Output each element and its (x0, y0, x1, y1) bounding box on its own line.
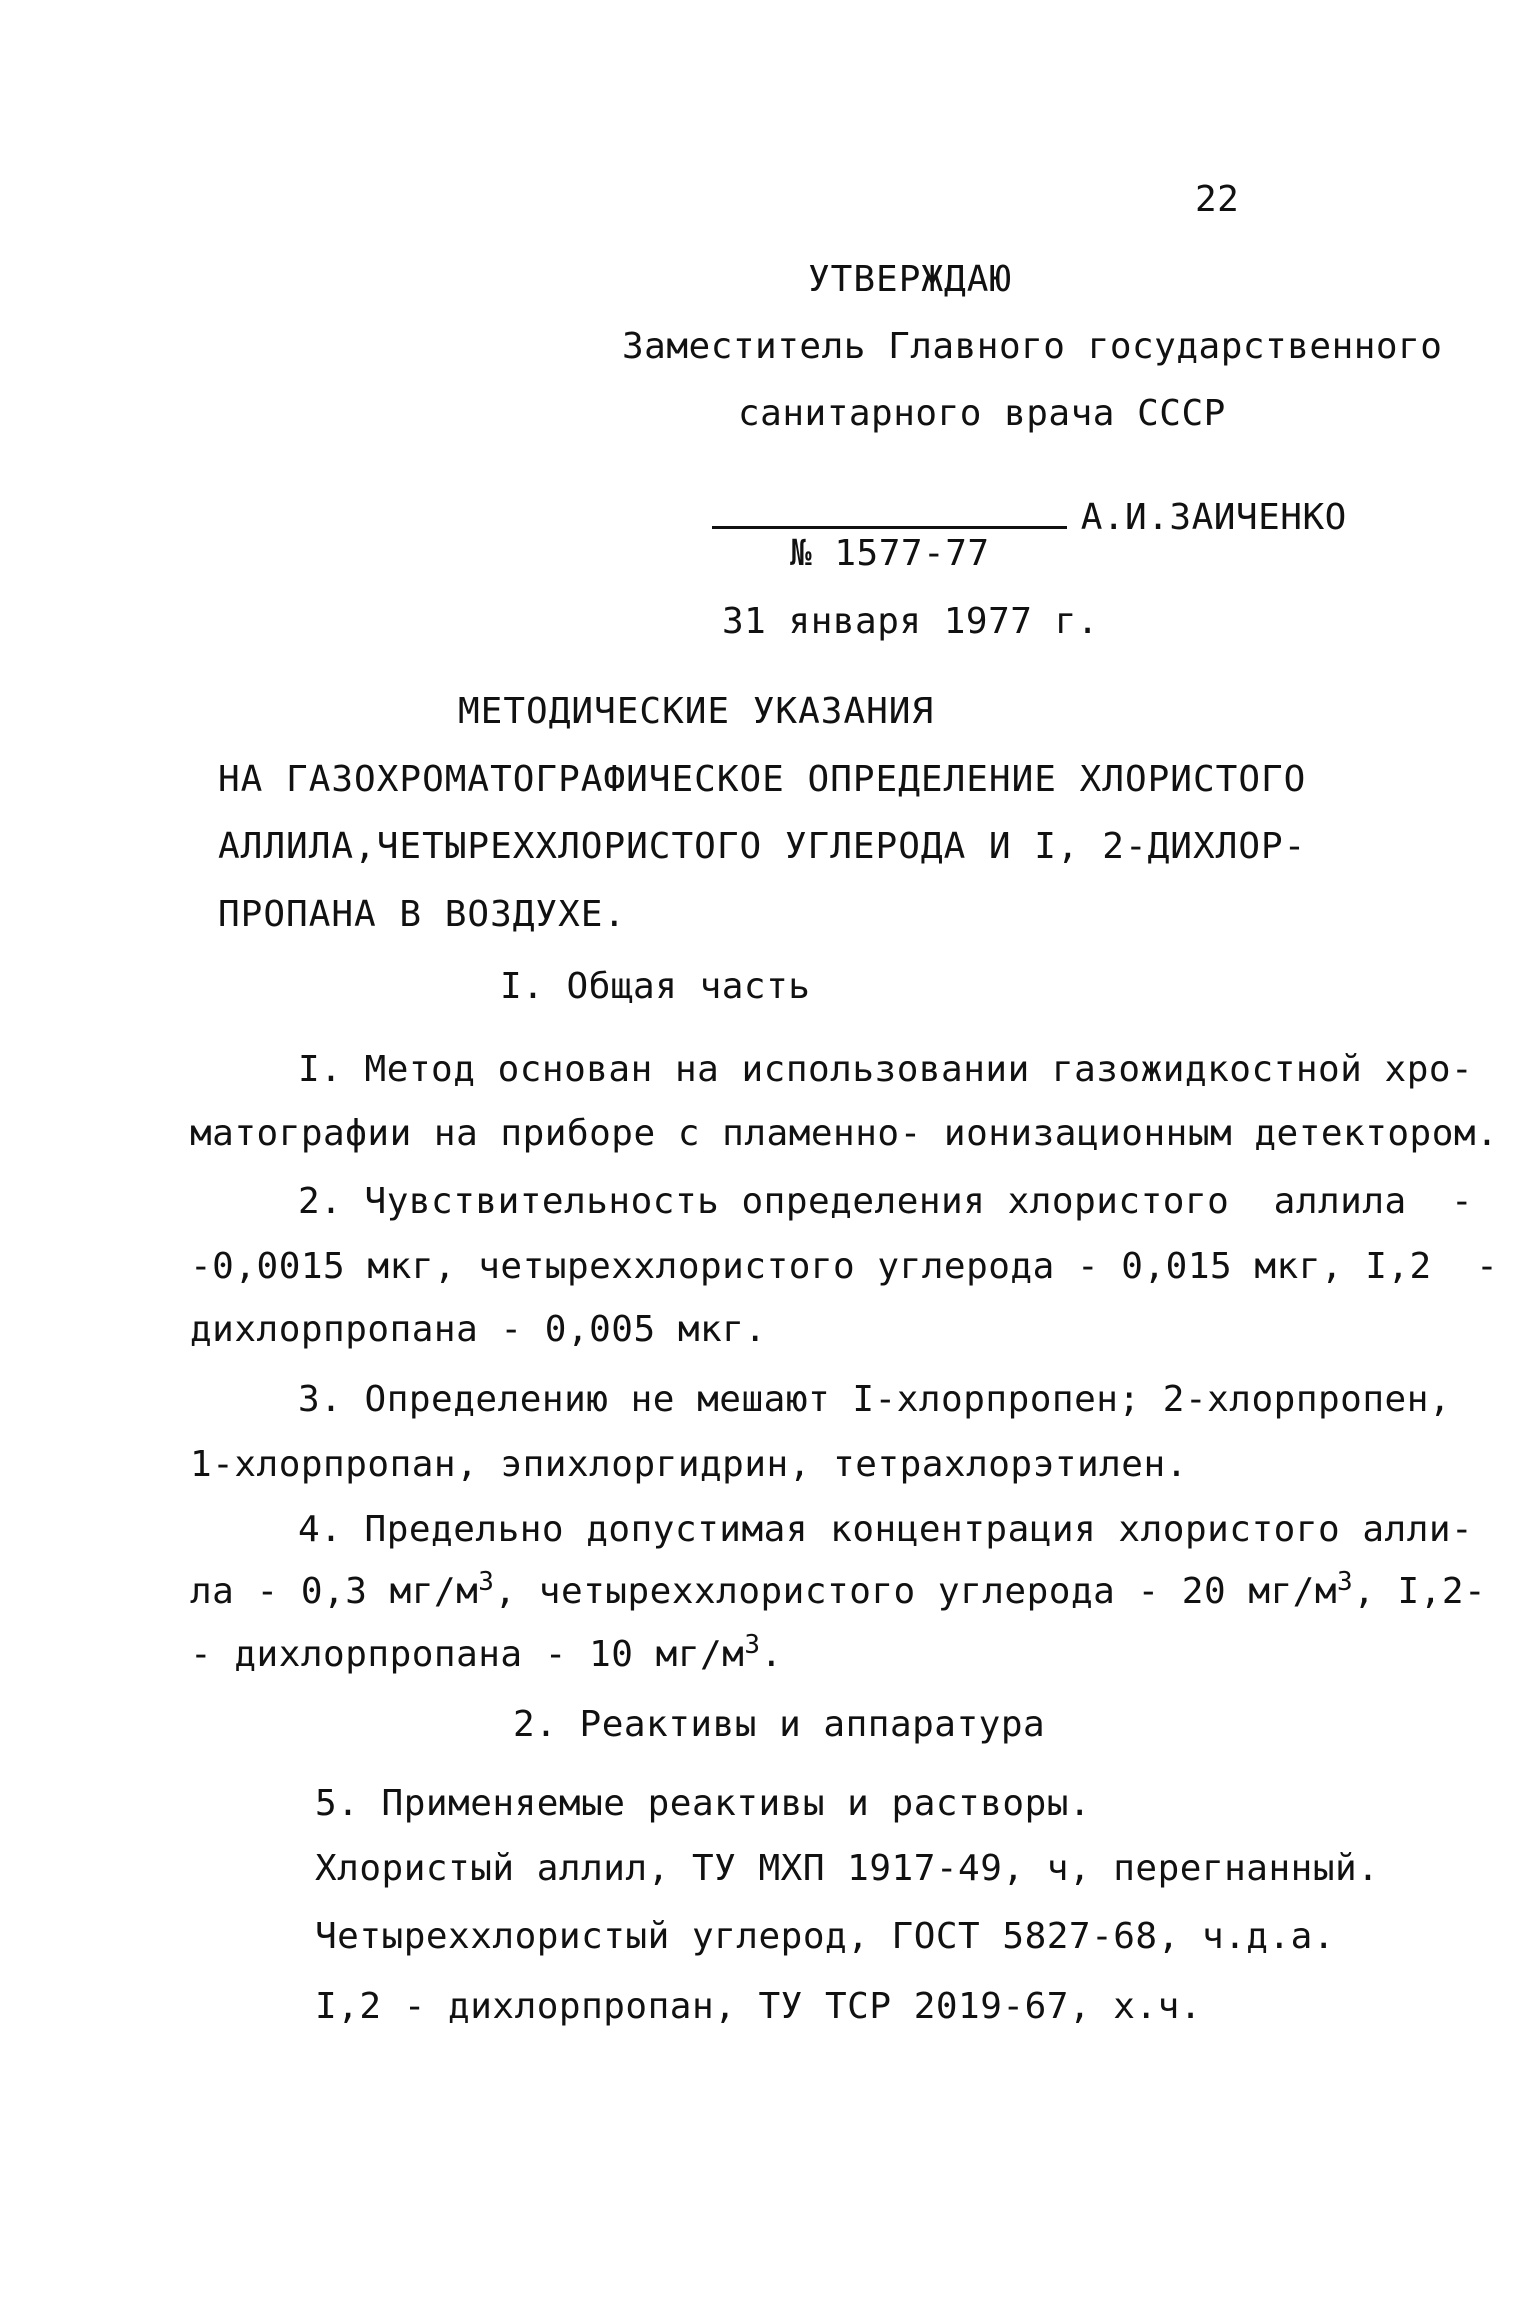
approval-signatory: А.И.ЗАИЧЕНКО (1080, 497, 1347, 538)
paragraph-5-line1: 5. Применяемые реактивы и растворы. (315, 1783, 1092, 1824)
section1-title: I. Общая часть (500, 966, 811, 1007)
superscript: 3 (1337, 1567, 1354, 1597)
text-fragment: ла - 0,3 мг/м (190, 1571, 479, 1612)
heading-line2: НА ГАЗОХРОМАТОГРАФИЧЕСКОЕ ОПРЕДЕЛЕНИЕ ХЛОРИСТОГО (218, 759, 1307, 800)
paragraph-3-line1: 3. Определению не мешают I-хлорпропен; 2-хлорпропен, (298, 1379, 1452, 1420)
text-fragment: - дихлорпропана - 10 мг/м (190, 1634, 745, 1675)
paragraph-5-line2: Хлористый аллил, ТУ МХП 1917-49, ч, перегнанный. (315, 1848, 1380, 1889)
paragraph-2-line1: 2. Чувствительность определения хлористого аллила - (298, 1181, 1474, 1222)
superscript: 3 (478, 1567, 495, 1597)
paragraph-1-line1: I. Метод основан на использовании газожидкостной хро- (298, 1049, 1474, 1090)
text-fragment: , четыреххлористого углерода - 20 мг/м (494, 1571, 1338, 1612)
signature-line (712, 496, 1067, 529)
section2-title: 2. Реактивы и аппаратура (513, 1704, 1046, 1745)
heading-line1: МЕТОДИЧЕСКИЕ УКАЗАНИЯ (458, 691, 935, 732)
paragraph-2-line2: -0,0015 мкг, четыреххлористого углерода - 0,015 мкг, I,2 - (190, 1246, 1499, 1287)
approval-position-line2: санитарного врача СССР (738, 393, 1226, 434)
approval-date: 31 января 1977 г. (722, 601, 1099, 642)
page-number: 22 (1195, 179, 1240, 220)
paragraph-3-line2: 1-хлорпропан, эпихлоргидрин, тетрахлорэтилен. (190, 1444, 1188, 1485)
superscript: 3 (744, 1630, 761, 1660)
paragraph-1-line2: матографии на приборе с пламенно- ионизационным детектором. (190, 1113, 1499, 1154)
approval-title: УТВЕРЖДАЮ (808, 259, 1013, 300)
paragraph-4-line2 (190, 1567, 1487, 1614)
paragraph-5-line3: Четыреххлористый углерод, ГОСТ 5827-68, ч.д.а. (315, 1916, 1335, 1957)
paragraph-2-line3: дихлорпропана - 0,005 мкг. (190, 1309, 767, 1350)
paragraph-4-line3 (190, 1630, 783, 1677)
heading-line4: ПРОПАНА В ВОЗДУХЕ. (218, 894, 627, 935)
text-fragment: . (760, 1634, 783, 1675)
paragraph-5-line4: I,2 - дихлорпропан, ТУ ТСР 2019-67, х.ч. (315, 1986, 1202, 2027)
text-fragment: , I,2- (1353, 1571, 1487, 1612)
paragraph-4-line1: 4. Предельно допустимая концентрация хлористого алли- (298, 1509, 1474, 1550)
heading-line3: АЛЛИЛА,ЧЕТЫРЕХХЛОРИСТОГО УГЛЕРОДА И I, 2-ДИХЛОР- (218, 826, 1307, 867)
approval-position-line1: Заместитель Главного государственного (622, 326, 1443, 367)
approval-number: № 1577-77 (790, 533, 990, 574)
